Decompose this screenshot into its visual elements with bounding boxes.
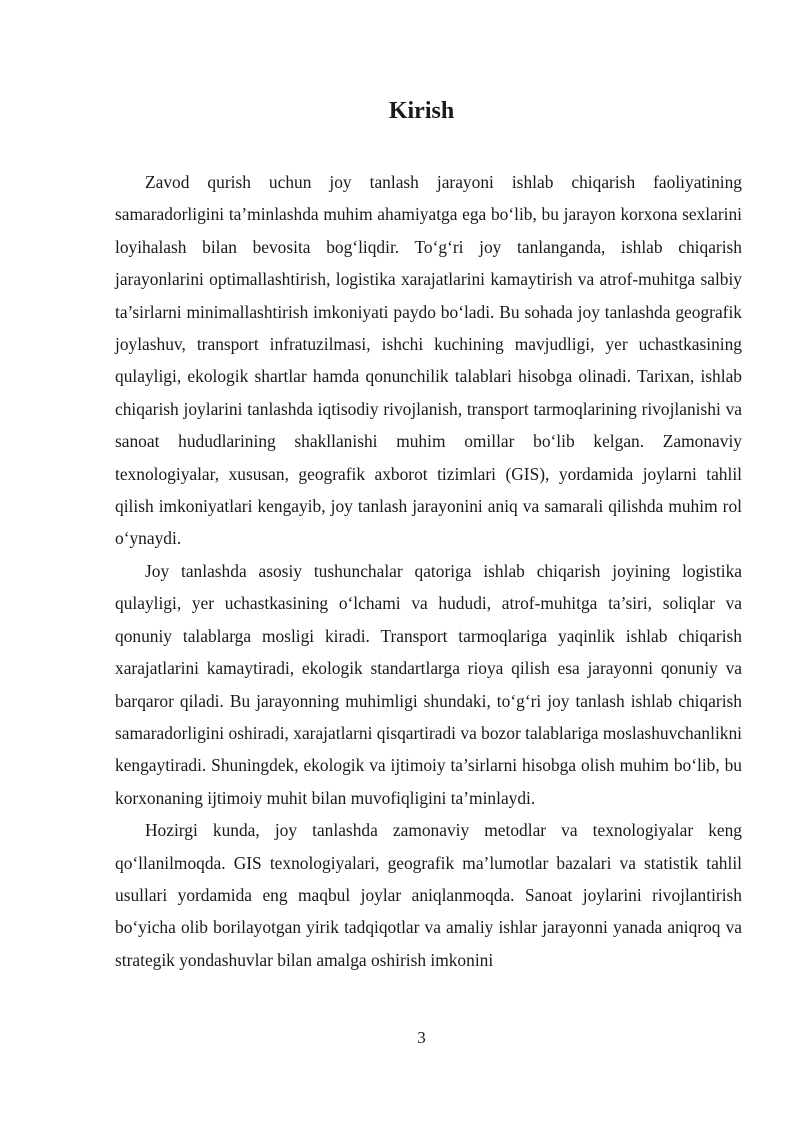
paragraph-2: Joy tanlashda asosiy tushunchalar qatoriga ishlab chiqarish joyining logistika qulayligi, yer uchastkasining o‘lchami va hududi, atrof-muhitga ta’siri, soliqlar va qonuniy talablarga mosligi kiradi. Transport tarmoqlariga yaqinlik ishlab chiqarish xarajatlarini kamaytiradi, ekologik standartlarga rioya qilish esa jarayonni qonuniy va barqaror qiladi. Bu jarayonning muhimligi shundaki, to‘g‘ri joy tanlash ishlab chiqarish samaradorligini oshiradi, xarajatlarni qisqartiradi va bozor talablariga moslashuvchanlikni kengaytiradi. Shuningdek, ekologik va ijtimoiy ta’sirlarni hisobga olish muhim bo‘lib, bu korxonaning ijtimoiy muhit bilan muvofiqligini ta’minlaydi. (115, 560, 742, 808)
page-number: 3 (417, 1028, 426, 1047)
paragraph-3: Hozirgi kunda, joy tanlashda zamonaviy metodlar va texnologiyalar keng qo‘llanilmoqda. GIS texnologiyalari, geografik ma’lumotlar bazalari va statistik tahlil usullari yordamida eng maqbul joylar aniqlanmoqda. Sanoat joylarini rivojlantirish bo‘yicha olib borilayotgan yirik tadqiqotlar va amaliy ishlar jarayonni yanada aniqroq va strategik yondashuvlar bilan amalga oshirish imkonini (115, 820, 742, 970)
body-text (115, 166, 742, 976)
page-title: Kirish (388, 98, 455, 124)
paragraph-1: Zavod qurish uchun joy tanlash jarayoni ishlab chiqarish faoliyatining samaradorligini ta’minlashda muhim ahamiyatga ega bo‘lib, bu jarayon korxona sexlarini loyihalash bilan bevosita bog‘liqdir. To‘g‘ri joy tanlanganda, ishlab chiqarish jarayonlarini optimallashtirish, logistika xarajatlarini kamaytirish va atrof-muhitga salbiy ta’sirlarni minimallashtirish imkoniyati paydo bo‘ladi. Bu sohada joy tanlashda geografik joylashuv, transport infratuzilmasi, ishchi kuchining mavjudligi, yer uchastkasining qulayligi, ekologik shartlar hamda qonunchilik talablari hisobga olinadi. Tarixan, ishlab chiqarish joylarini tanlashda iqtisodiy rivojlanish, transport tarmoqlarining rivojlanishi va sanoat hududlarining shakllanishi muhim omillar bo‘lib kelgan. Zamonaviy texnologiyalar, xususan, geografik axborot tizimlari (GIS), yordamida joylarni tahlil qilish imkoniyatlari kengayib, joy tanlash jarayonini aniq va samarali qilishda muhim rol o‘ynaydi. (115, 172, 742, 549)
